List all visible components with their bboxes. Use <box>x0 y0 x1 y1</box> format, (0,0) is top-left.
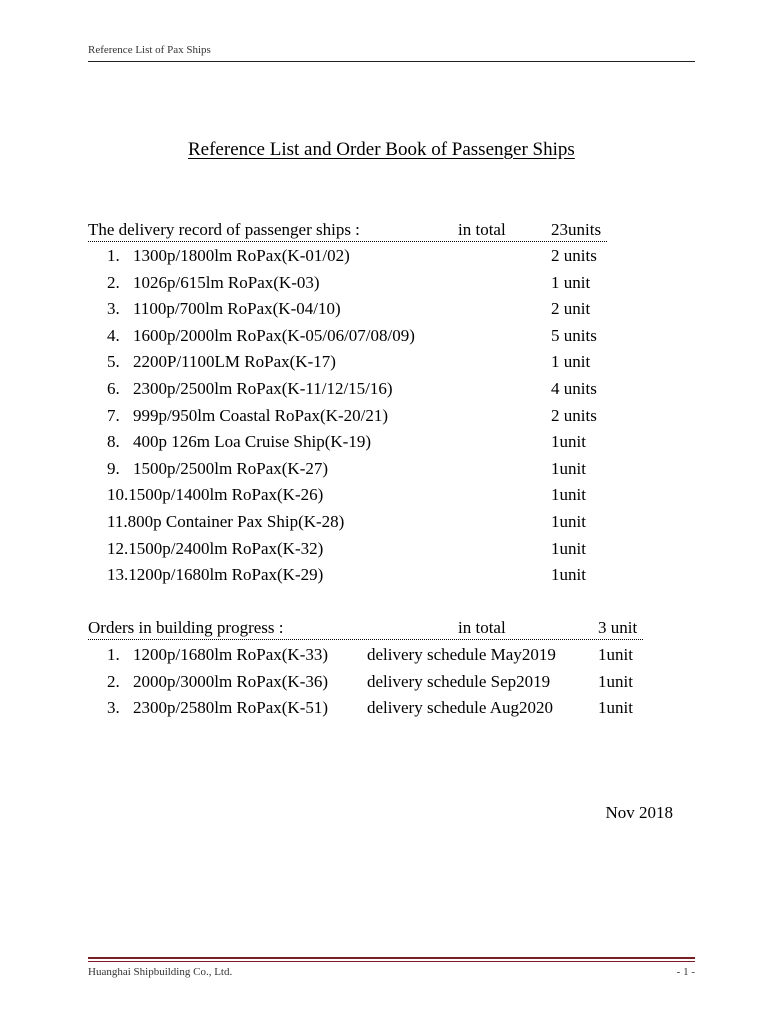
delivery-header-underline <box>88 241 607 242</box>
delivery-item-quantity: 1unit <box>551 432 586 451</box>
footer-rule-thin <box>88 961 695 962</box>
order-item-number: 2. <box>107 672 120 691</box>
delivery-item-number: 5. <box>107 352 120 371</box>
delivery-item-description: 10.1500p/1400lm RoPax(K-26) <box>107 485 324 504</box>
delivery-item-quantity: 2 unit <box>551 299 591 318</box>
order-item-schedule: delivery schedule Aug2020 <box>367 698 554 717</box>
delivery-item-description: 400p 126m Loa Cruise Ship(K-19) <box>133 432 371 451</box>
delivery-item-quantity: 1 unit <box>551 352 591 371</box>
delivery-item-description: 11.800p Container Pax Ship(K-28) <box>107 512 345 531</box>
document-title: Reference List and Order Book of Passenger Ships <box>188 139 575 160</box>
order-item-schedule: delivery schedule May2019 <box>367 645 556 664</box>
delivery-item-description: 2200P/1100LM RoPax(K-17) <box>133 352 336 371</box>
order-item-schedule: delivery schedule Sep2019 <box>367 672 551 691</box>
delivery-total-label: in total <box>458 220 506 239</box>
delivery-item-number: 9. <box>107 459 120 478</box>
order-item-quantity: 1unit <box>598 645 633 664</box>
order-item-quantity: 1unit <box>598 672 633 691</box>
orders-total-label: in total <box>458 618 506 637</box>
delivery-item-description: 13.1200p/1680lm RoPax(K-29) <box>107 565 324 584</box>
delivery-item-number: 1. <box>107 246 120 265</box>
delivery-item-description: 1100p/700lm RoPax(K-04/10) <box>133 299 341 318</box>
page-number: - 1 - <box>676 966 695 978</box>
delivery-item-quantity: 4 units <box>551 379 597 398</box>
delivery-item-description: 1300p/1800lm RoPax(K-01/02) <box>133 246 350 265</box>
order-item-quantity: 1unit <box>598 698 633 717</box>
order-item-description: 2300p/2580lm RoPax(K-51) <box>133 698 329 717</box>
footer-company: Huanghai Shipbuilding Co., Ltd. <box>88 966 233 978</box>
delivery-item-number: 3. <box>107 299 120 318</box>
delivery-item-quantity: 1unit <box>551 512 586 531</box>
document-date: Nov 2018 <box>605 803 673 822</box>
running-header: Reference List of Pax Ships <box>88 44 211 56</box>
delivery-item-description: 1500p/2500lm RoPax(K-27) <box>133 459 329 478</box>
delivery-item-number: 7. <box>107 406 120 425</box>
delivery-item-quantity: 1unit <box>551 485 586 504</box>
delivery-item-description: 1600p/2000lm RoPax(K-05/06/07/08/09) <box>133 326 415 345</box>
header-rule <box>88 61 695 62</box>
delivery-item-description: 1026p/615lm RoPax(K-03) <box>133 273 320 292</box>
orders-header-underline <box>88 639 643 640</box>
delivery-item-number: 8. <box>107 432 120 451</box>
delivery-item-quantity: 2 units <box>551 406 597 425</box>
delivery-item-number: 4. <box>107 326 120 345</box>
orders-label: Orders in building progress : <box>88 618 284 637</box>
orders-total-value: 3 unit <box>598 618 638 637</box>
order-item-description: 2000p/3000lm RoPax(K-36) <box>133 672 329 691</box>
delivery-item-description: 2300p/2500lm RoPax(K-11/12/15/16) <box>133 379 393 398</box>
footer-rule <box>88 957 695 959</box>
delivery-item-quantity: 1unit <box>551 459 586 478</box>
delivery-record-label: The delivery record of passenger ships : <box>88 220 360 239</box>
delivery-item-description: 999p/950lm Coastal RoPax(K-20/21) <box>133 406 388 425</box>
delivery-item-quantity: 1 unit <box>551 273 591 292</box>
delivery-item-quantity: 2 units <box>551 246 597 265</box>
delivery-item-number: 6. <box>107 379 120 398</box>
delivery-item-quantity: 5 units <box>551 326 597 345</box>
delivery-item-quantity: 1unit <box>551 539 586 558</box>
delivery-item-description: 12.1500p/2400lm RoPax(K-32) <box>107 539 324 558</box>
order-item-number: 1. <box>107 645 120 664</box>
delivery-item-number: 2. <box>107 273 120 292</box>
order-item-description: 1200p/1680lm RoPax(K-33) <box>133 645 329 664</box>
delivery-total-value: 23units <box>551 220 602 239</box>
delivery-item-quantity: 1unit <box>551 565 586 584</box>
order-item-number: 3. <box>107 698 120 717</box>
